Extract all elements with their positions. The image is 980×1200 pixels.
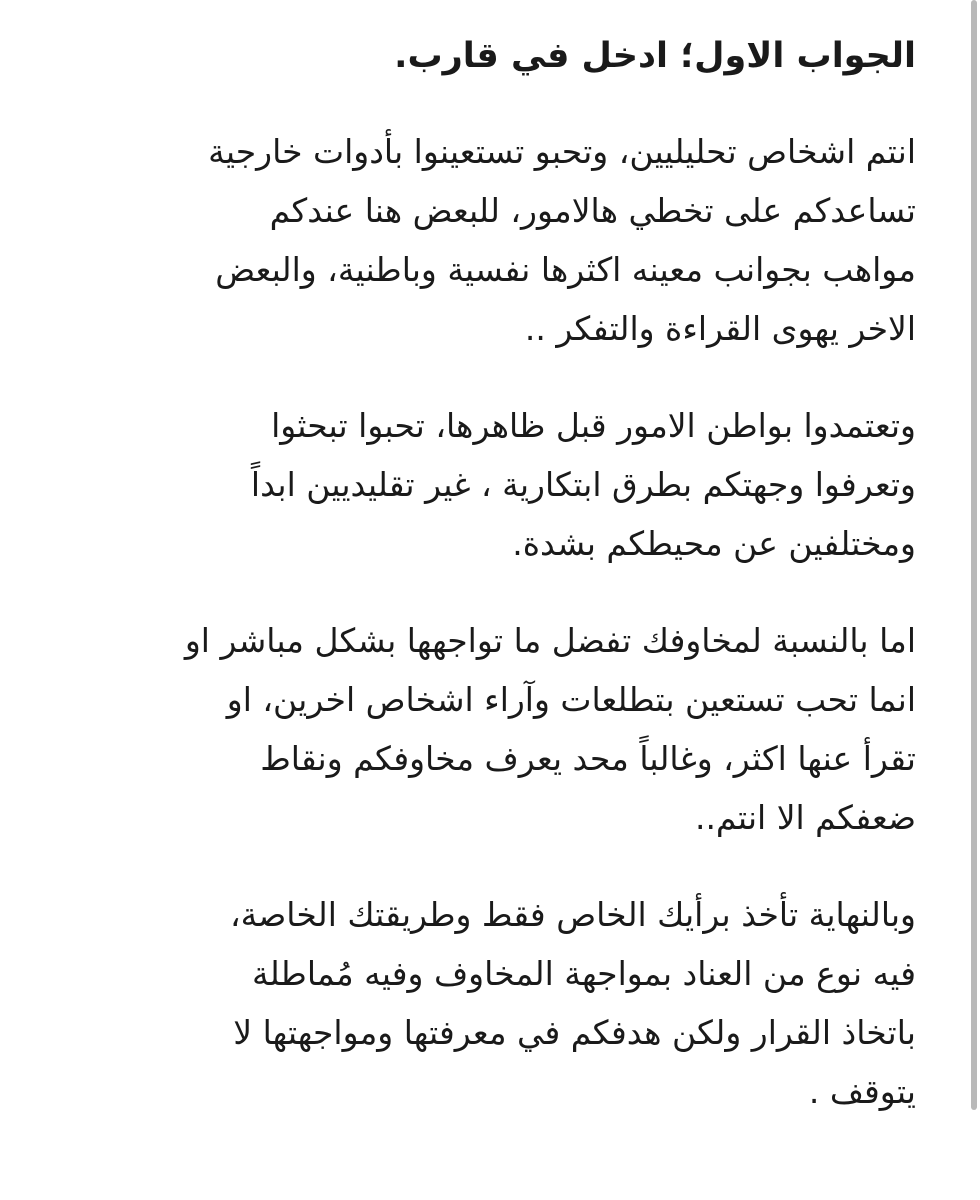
paragraph-4 (74, 885, 916, 1121)
paragraph-line: وتعرفوا وجهتكم بطرق ابتكارية ، غير تقليديين ابداً (250, 465, 916, 504)
paragraph-line: اما بالنسبة لمخاوفك تفضل ما تواجهها بشكل مباشر او (184, 621, 916, 660)
paragraph-line: باتخاذ القرار ولكن هدفكم في معرفتها ومواجهتها لا (233, 1013, 916, 1052)
paragraph-1 (74, 122, 916, 358)
paragraph-line: مواهب بجوانب معينه اكثرها نفسية وباطنية، والبعض (215, 250, 916, 289)
paragraph-line: ومختلفين عن محيطكم بشدة. (512, 524, 916, 563)
paragraph-line: الاخر يهوى القراءة والتفكر .. (524, 309, 916, 348)
paragraph-3 (74, 611, 916, 847)
paragraph-line: انتم اشخاص تحليليين، وتحبو تستعينوا بأدوات خارجية (208, 132, 916, 171)
vertical-scrollbar[interactable] (971, 0, 977, 1110)
paragraph-line: وتعتمدوا بواطن الامور قبل ظاهرها، تحبوا تبحثوا (271, 406, 916, 445)
paragraph-line: ضعفكم الا انتم.. (694, 798, 916, 837)
paragraph-line: وبالنهاية تأخذ برأيك الخاص فقط وطريقتك الخاصة، (229, 895, 916, 934)
paragraph-2 (74, 396, 916, 573)
article-heading: الجواب الاول؛ ادخل في قارب. (394, 36, 916, 76)
article-body (74, 28, 916, 1159)
paragraph-line: تقرأ عنها اكثر، وغالباً محد يعرف مخاوفكم ونقاط (260, 739, 916, 778)
paragraph-line: انما تحب تستعين بتطلعات وآراء اشخاص اخرين، او (226, 680, 916, 719)
paragraph-line: فيه نوع من العناد بمواجهة المخاوف وفيه مُماطلة (251, 954, 916, 993)
paragraph-line: يتوقف . (808, 1072, 916, 1111)
paragraph-line: تساعدكم على تخطي هالامور، للبعض هنا عندكم (269, 191, 916, 230)
